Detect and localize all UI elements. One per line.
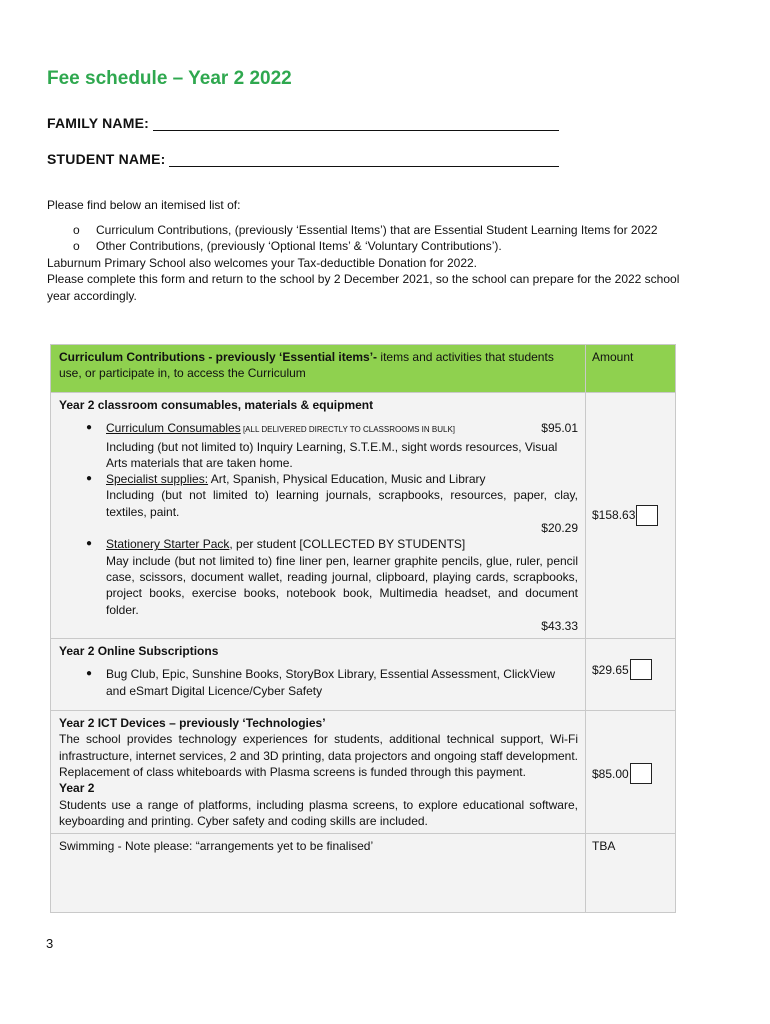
item-description: May include (but not limited to) fine liner pen, learner graphite pencils, glue, ruler, pencil case, scissors, document wallet, reading journal, clipboard, playing cards, scrapbooks, project books, exercise books, notebook book, Multimedia headset, and document folder.	[106, 553, 578, 617]
student-name-line[interactable]	[169, 152, 559, 167]
student-name-label: STUDENT NAME:	[47, 151, 166, 167]
list-item	[59, 471, 578, 536]
intro-bullet-text: Curriculum Contributions, (previously ‘Essential Items’) that are Essential Student Learning Items for 2022	[96, 222, 658, 237]
item-title: Specialist supplies:	[106, 472, 209, 487]
ict-subheading: Year 2	[59, 781, 95, 796]
item-title: Curriculum Consumables	[106, 421, 241, 436]
table-row	[51, 639, 676, 711]
table-header-row	[51, 345, 676, 393]
ict-amount-cell	[586, 711, 676, 834]
bullet-glyph: o	[73, 239, 80, 253]
page-title: Fee schedule – Year 2 2022	[47, 68, 292, 89]
amount-value: $29.65	[592, 662, 629, 677]
list-item	[59, 536, 578, 634]
page-number: 3	[46, 936, 54, 951]
amount-value: $158.63	[592, 508, 636, 523]
intro-lead: Please find below an itemised list of:	[47, 198, 241, 212]
consumables-heading: Year 2 classroom consumables, materials & equipment	[59, 398, 374, 412]
family-name-line[interactable]	[153, 116, 559, 131]
intro-list	[47, 222, 687, 255]
item-title-rest: Art, Spanish, Physical Education, Music and Library	[208, 472, 486, 487]
student-name-field	[47, 151, 559, 167]
intro-return-line: Please complete this form and return to the school by 2 December 2021, so the school can prepare for the 2022 school year accordingly.	[47, 272, 680, 303]
header-rest-text: items and activities that students use, or participate in, to access the Curriculum	[59, 350, 554, 381]
bullet-glyph: o	[73, 222, 80, 237]
item-description: Including (but not limited to) Inquiry Learning, S.T.E.M., sight words resources, Visual Arts materials that are taken home.	[106, 439, 558, 470]
fee-table	[50, 344, 676, 913]
header-bold-text: Curriculum Contributions - previously ‘Essential items’-	[59, 350, 378, 364]
bullet-dot-icon: ●	[86, 668, 93, 680]
ict-text: The school provides technology experiences for students, additional technical support, Wi-Fi infrastructure, internet services, 2 and 3D printing, data projectors and ongoing staff development. Replacement of class whiteboards with Plasma screens is funded through this payment.	[59, 732, 578, 780]
item-title: Stationery Starter Pack	[106, 537, 230, 552]
item-price: $95.01	[541, 421, 578, 436]
table-row	[51, 834, 676, 913]
intro-text	[47, 197, 687, 304]
amount-value: $85.00	[592, 766, 629, 781]
checkbox[interactable]	[636, 505, 658, 526]
family-name-field	[47, 115, 559, 131]
intro-bullet-text: Other Contributions, (previously ‘Optional Items’ & ‘Voluntary Contributions’).	[96, 239, 502, 253]
swimming-amount-cell: TBA	[586, 834, 676, 913]
bullet-dot-icon: ●	[86, 422, 93, 434]
item-title-rest: , per student [COLLECTED BY STUDENTS]	[229, 537, 466, 552]
item-price: $43.33	[541, 618, 578, 633]
swimming-cell: Swimming - Note please: “arrangements yet to be finalised’	[51, 834, 586, 913]
table-row	[51, 393, 676, 639]
consumables-amount-cell	[586, 393, 676, 639]
table-row	[51, 711, 676, 834]
header-description	[51, 345, 586, 393]
intro-bullet	[47, 238, 687, 255]
ict-text-2: Students use a range of platforms, including plasma screens, to explore educational software, keyboarding and printing. Cyber safety and coding skills are included.	[59, 797, 578, 828]
checkbox[interactable]	[630, 659, 652, 680]
list-item	[59, 666, 578, 699]
consumables-list	[59, 420, 578, 634]
online-list	[59, 666, 578, 699]
ict-cell	[51, 711, 586, 834]
item-description: Including (but not limited to) learning journals, scrapbooks, resources, paper, clay, textiles, paint.	[106, 488, 578, 519]
online-amount-cell	[586, 639, 676, 711]
ict-heading: Year 2 ICT Devices – previously ‘Technologies’	[59, 716, 326, 731]
header-amount: Amount	[586, 345, 676, 393]
item-price: $20.29	[541, 521, 578, 536]
checkbox[interactable]	[630, 763, 652, 784]
intro-tax-line: Laburnum Primary School also welcomes your Tax-deductible Donation for 2022.	[47, 255, 478, 270]
consumables-cell	[51, 393, 586, 639]
bullet-dot-icon: ●	[86, 473, 93, 485]
online-cell	[51, 639, 586, 711]
list-item	[59, 420, 578, 471]
item-description: Bug Club, Epic, Sunshine Books, StoryBox Library, Essential Assessment, ClickView and eSmart Digital Licence/Cyber Safety	[106, 667, 556, 698]
item-note: [ALL DELIVERED DIRECTLY TO CLASSROOMS IN BULK]	[240, 425, 456, 435]
bullet-dot-icon: ●	[86, 538, 93, 550]
intro-bullet	[47, 222, 687, 239]
online-heading: Year 2 Online Subscriptions	[59, 644, 219, 659]
family-name-label: FAMILY NAME:	[47, 115, 149, 131]
